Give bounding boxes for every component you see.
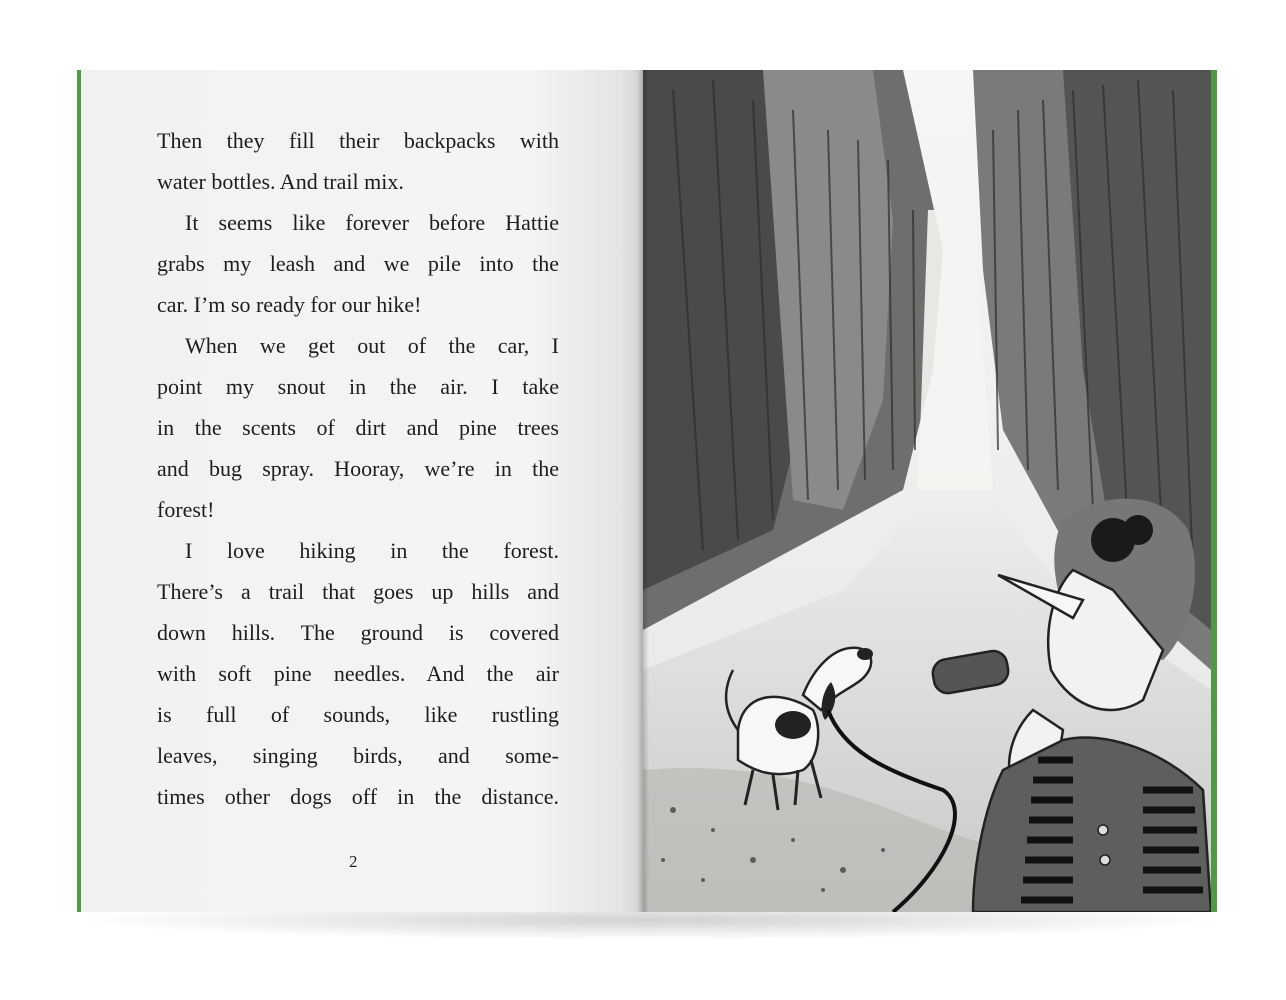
text-line: water bottles. And trail mix.	[157, 169, 404, 194]
text-line: is full of sounds, like rustling	[157, 702, 559, 727]
right-page	[643, 70, 1211, 912]
page-text	[157, 120, 559, 817]
text-line: grabs my leash and we pile into the	[157, 251, 559, 276]
text-line: leaves, singing birds, and some-	[157, 743, 559, 768]
paragraph	[157, 202, 559, 325]
text-line: Then they fill their backpacks with	[157, 128, 559, 153]
text-line: point my snout in the air. I take	[157, 374, 559, 399]
cover-edge-right	[1211, 70, 1217, 912]
text-line: It seems like forever before Hattie	[185, 210, 559, 235]
text-line: forest!	[157, 497, 215, 522]
page-number: 2	[349, 852, 358, 871]
paragraph	[157, 530, 559, 817]
text-line: When we get out of the car, I	[185, 333, 559, 358]
forest-illustration	[643, 70, 1211, 912]
open-book	[77, 70, 1217, 912]
text-line: down hills. The ground is covered	[157, 620, 559, 645]
text-line: There’s a trail that goes up hills and	[157, 579, 559, 604]
text-line: in the scents of dirt and pine trees	[157, 415, 559, 440]
text-line: times other dogs off in the distance.	[157, 784, 559, 809]
paragraph	[157, 120, 559, 202]
text-line: I love hiking in the forest.	[185, 538, 559, 563]
text-line: with soft pine needles. And the air	[157, 661, 559, 686]
text-line: car. I’m so ready for our hike!	[157, 292, 422, 317]
text-line: and bug spray. Hooray, we’re in the	[157, 456, 559, 481]
left-page	[81, 70, 643, 912]
paragraph	[157, 325, 559, 530]
